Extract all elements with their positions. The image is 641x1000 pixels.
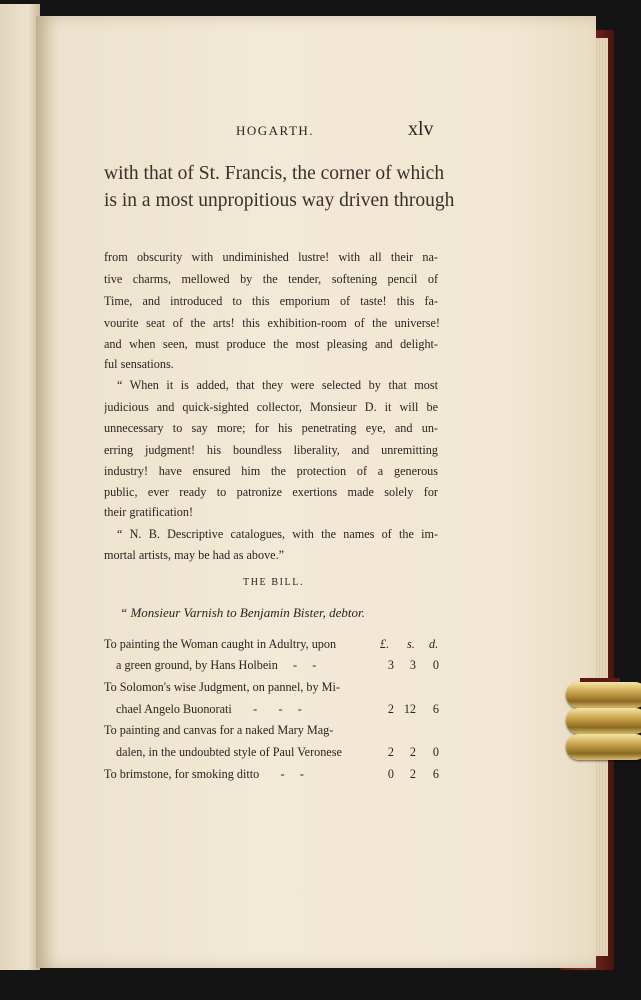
- bill-line-2-pounds: 3: [387, 658, 394, 672]
- page-number: xlv: [408, 118, 434, 140]
- bill-line-2: a green ground, by Hans Holbein - -: [116, 658, 317, 672]
- currency-shillings: s.: [407, 637, 415, 651]
- bill-line-7-pounds: 0: [387, 767, 394, 781]
- bill-line-5: To painting and canvas for a naked Mary Mag-: [104, 723, 334, 737]
- bill-title: THE BILL.: [243, 577, 305, 588]
- body-line-14: “ N. B. Descriptive catalogues, with the names of the im-: [117, 527, 438, 541]
- body-line-11: industry! have ensured him the protection of a generous: [104, 464, 438, 478]
- body-line-13: their gratification!: [104, 505, 193, 519]
- body-line-8: judicious and quick-sighted collector, Monsieur D. it will be: [104, 400, 438, 414]
- body-line-2: tive charms, mellowed by the tender, softening pencil of: [104, 272, 438, 286]
- clasp-bar-bottom: [566, 734, 641, 760]
- bill-line-7: To brimstone, for smoking ditto - -: [104, 767, 304, 781]
- body-line-7: “ When it is added, that they were selected by that most: [117, 378, 438, 392]
- bill-line-6-shillings: 2: [409, 745, 416, 759]
- bill-line-6: dalen, in the undoubted style of Paul Veronese: [116, 745, 342, 759]
- body-line-3: Time, and introduced to this emporium of taste! this fa-: [104, 294, 438, 308]
- bill-line-4-pounds: 2: [387, 702, 394, 716]
- bill-line-7-shillings: 2: [409, 767, 416, 781]
- bill-line-7-pence: 6: [432, 767, 439, 781]
- bill-line-2-pence: 0: [432, 658, 439, 672]
- bill-line-2-shillings: 3: [409, 658, 416, 672]
- bill-line-6-pence: 0: [432, 745, 439, 759]
- body-line-5: and when seen, must produce the most pleasing and delight-: [104, 337, 438, 351]
- currency-pence: d.: [429, 637, 439, 651]
- clasp-bar-middle: [566, 708, 641, 734]
- bill-heading: “ Monsieur Varnish to Benjamin Bister, debtor.: [120, 605, 365, 620]
- bleed-through-line-2: is in a most unpropitious way driven through: [104, 190, 455, 211]
- facing-page-edge: [0, 4, 40, 970]
- body-line-10: erring judgment! his boundless liberality, and unremitting: [104, 443, 438, 457]
- body-line-6: ful sensations.: [104, 357, 174, 371]
- bill-line-3: To Solomon's wise Judgment, on pannel, by Mi-: [104, 680, 340, 694]
- bill-line-1: To painting the Woman caught in Adultry, upon: [104, 637, 337, 651]
- running-title: HOGARTH.: [236, 123, 315, 138]
- bill-line-4: chael Angelo Buonorati - - -: [116, 702, 302, 716]
- body-line-1: from obscurity with undiminished lustre! with all their na-: [104, 250, 438, 264]
- bill-line-6-pounds: 2: [387, 745, 394, 759]
- book-clasp: [566, 668, 641, 764]
- bleed-through-line-1: with that of St. Francis, the corner of which: [104, 163, 445, 184]
- body-line-4: vourite seat of the arts! this exhibition-room of the universe!: [104, 316, 440, 330]
- clasp-bar-top: [566, 682, 641, 708]
- currency-pounds: £.: [380, 637, 390, 651]
- bill-line-4-shillings: 12: [403, 702, 416, 716]
- body-line-15: mortal artists, may be had as above.”: [104, 548, 285, 562]
- body-line-9: unnecessary to say more; for his penetrating eye, and un-: [104, 421, 438, 435]
- body-line-12: public, ever ready to patronize exertions made solely for: [104, 485, 438, 499]
- bill-line-4-pence: 6: [432, 702, 439, 716]
